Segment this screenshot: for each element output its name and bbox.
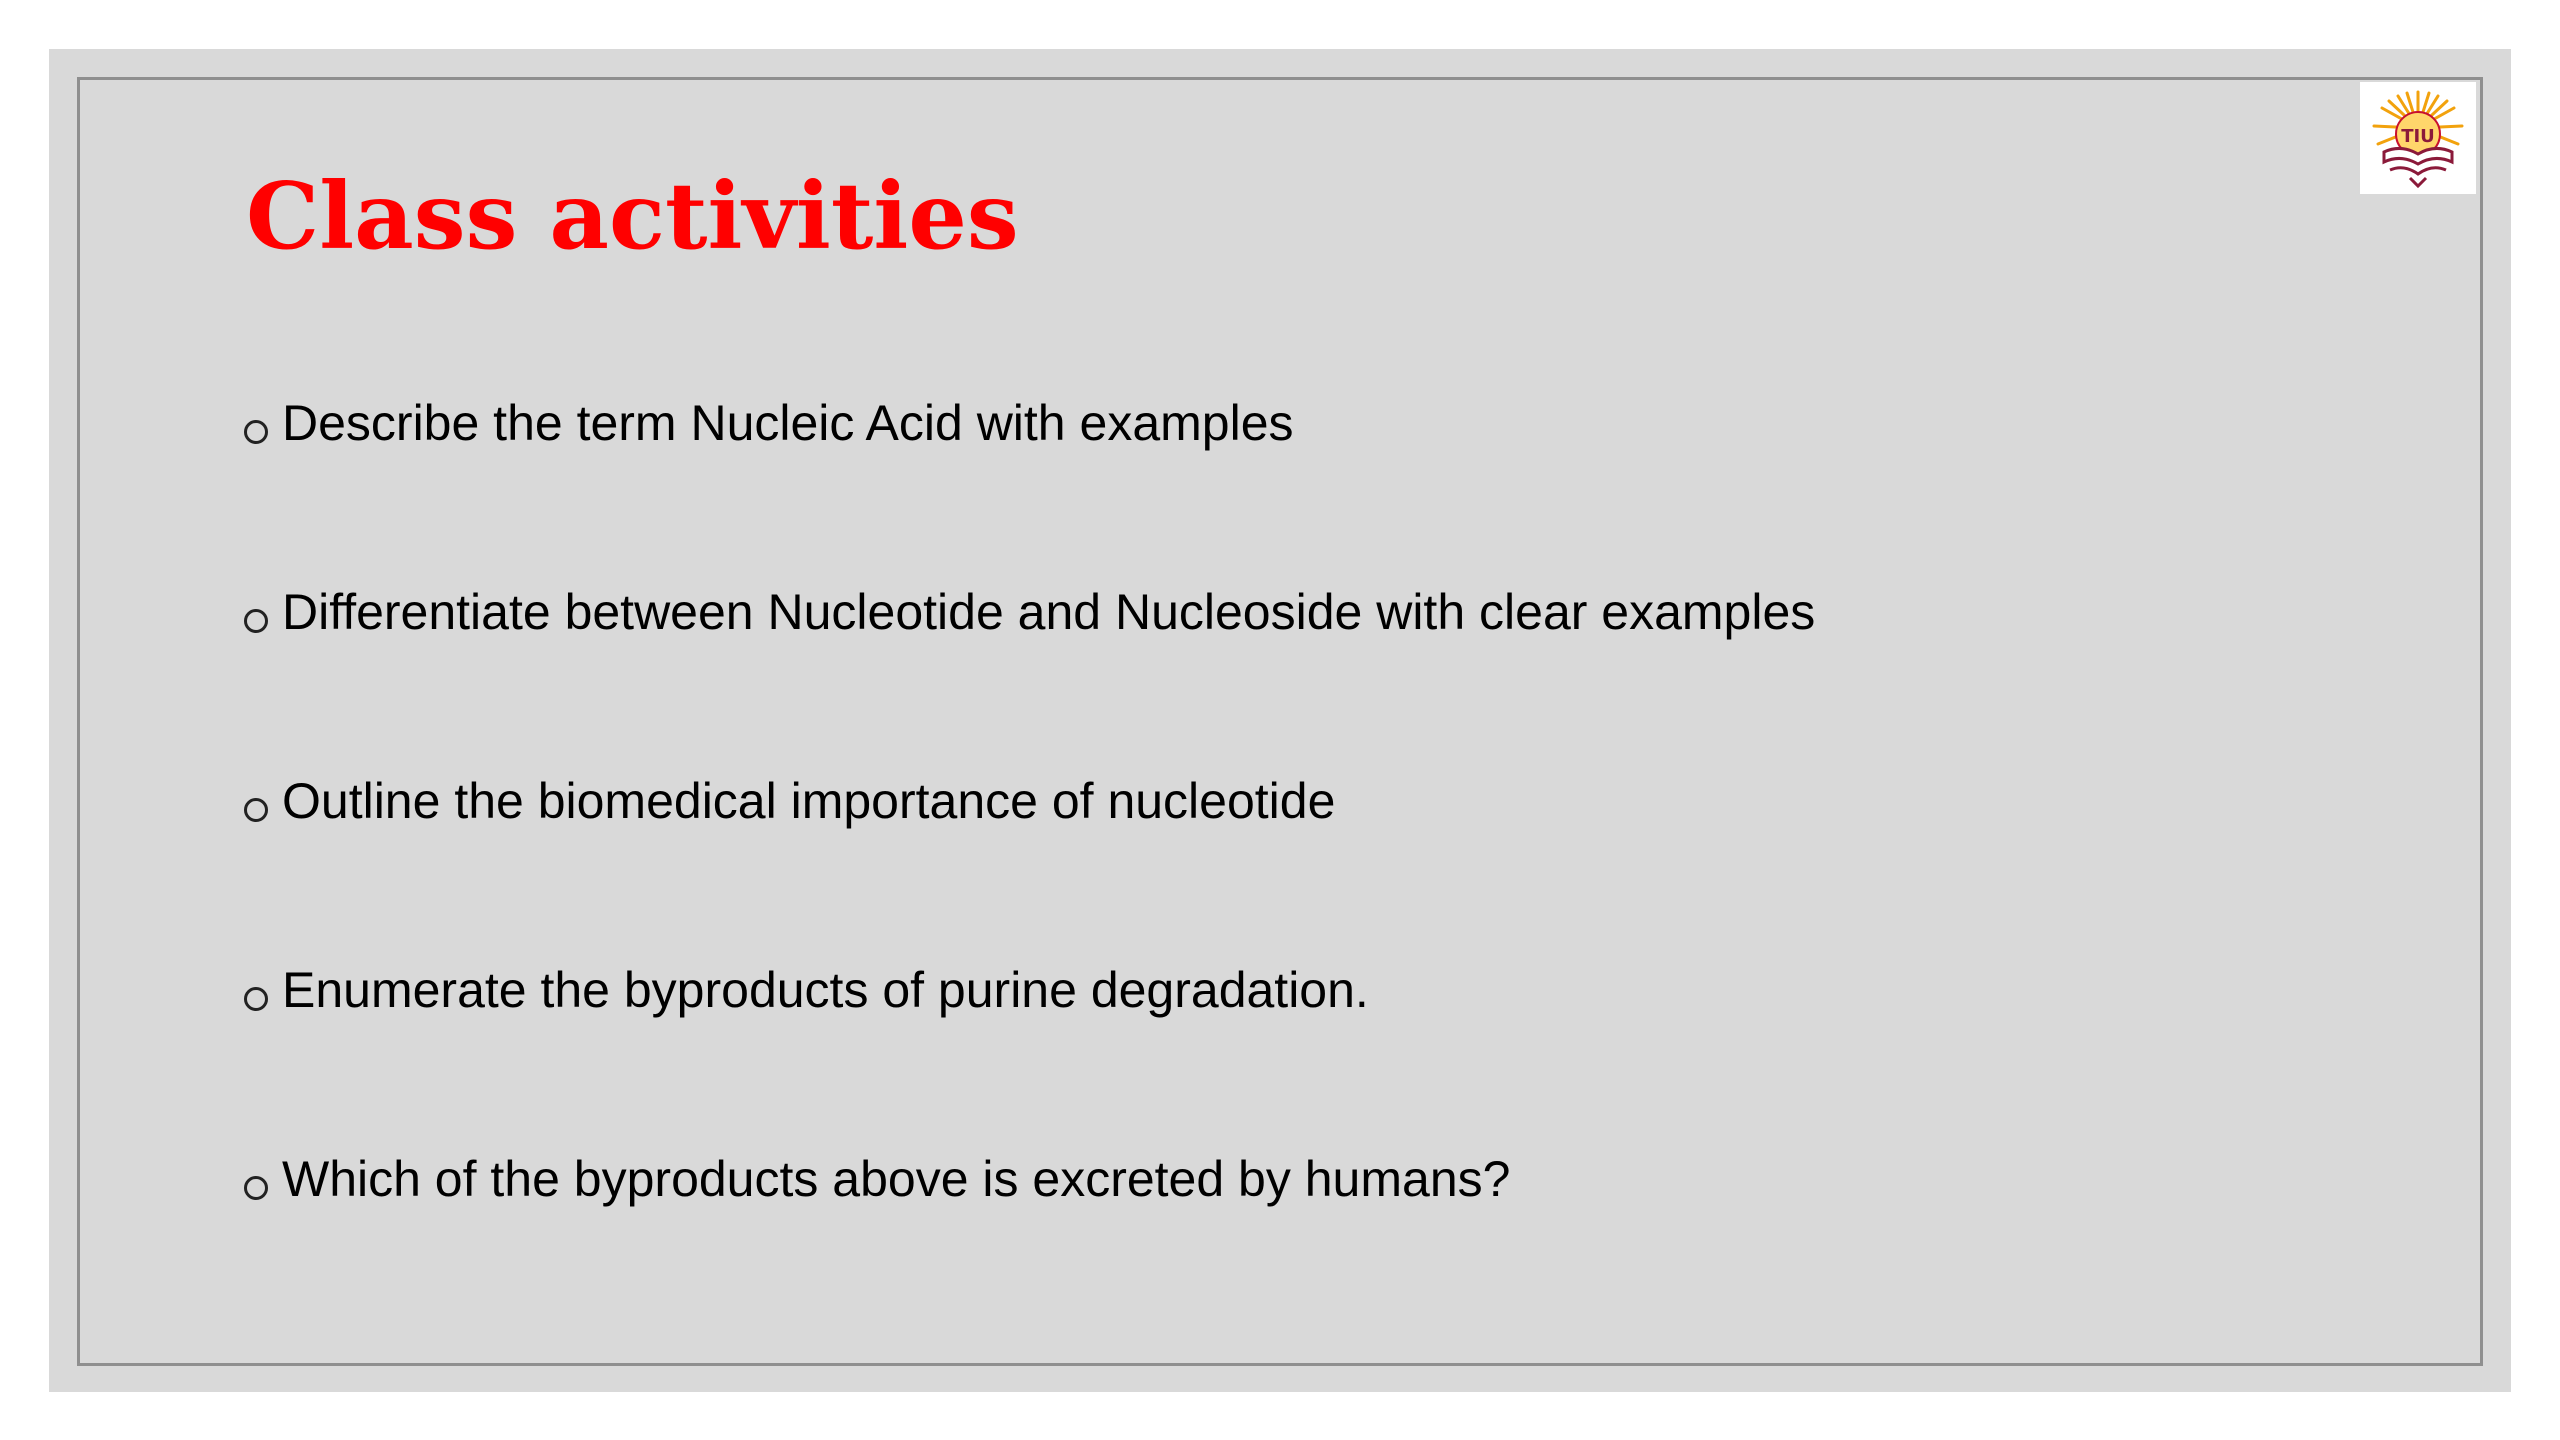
circle-bullet-icon — [244, 987, 268, 1011]
activity-list — [244, 390, 1815, 1335]
circle-bullet-icon — [244, 798, 268, 822]
list-item-text: Describe the term Nucleic Acid with examples — [282, 395, 1294, 451]
list-item — [244, 957, 1815, 1146]
logo-text: TIU — [2401, 126, 2435, 147]
list-item-text: Outline the biomedical importance of nucleotide — [282, 773, 1336, 829]
circle-bullet-icon — [244, 609, 268, 633]
list-item — [244, 768, 1815, 957]
circle-bullet-icon — [244, 420, 268, 444]
tiu-logo-icon — [2360, 82, 2476, 194]
circle-bullet-icon — [244, 1176, 268, 1200]
list-item-text: Enumerate the byproducts of purine degradation. — [282, 962, 1369, 1018]
list-item-text: Which of the byproducts above is excreted by humans? — [282, 1151, 1511, 1207]
list-item — [244, 1146, 1815, 1335]
list-item-text: Differentiate between Nucleotide and Nucleoside with clear examples — [282, 584, 1816, 640]
list-item — [244, 390, 1815, 579]
list-item — [244, 579, 1815, 768]
logo — [2360, 82, 2476, 194]
slide-title: Class activities — [246, 162, 1019, 270]
